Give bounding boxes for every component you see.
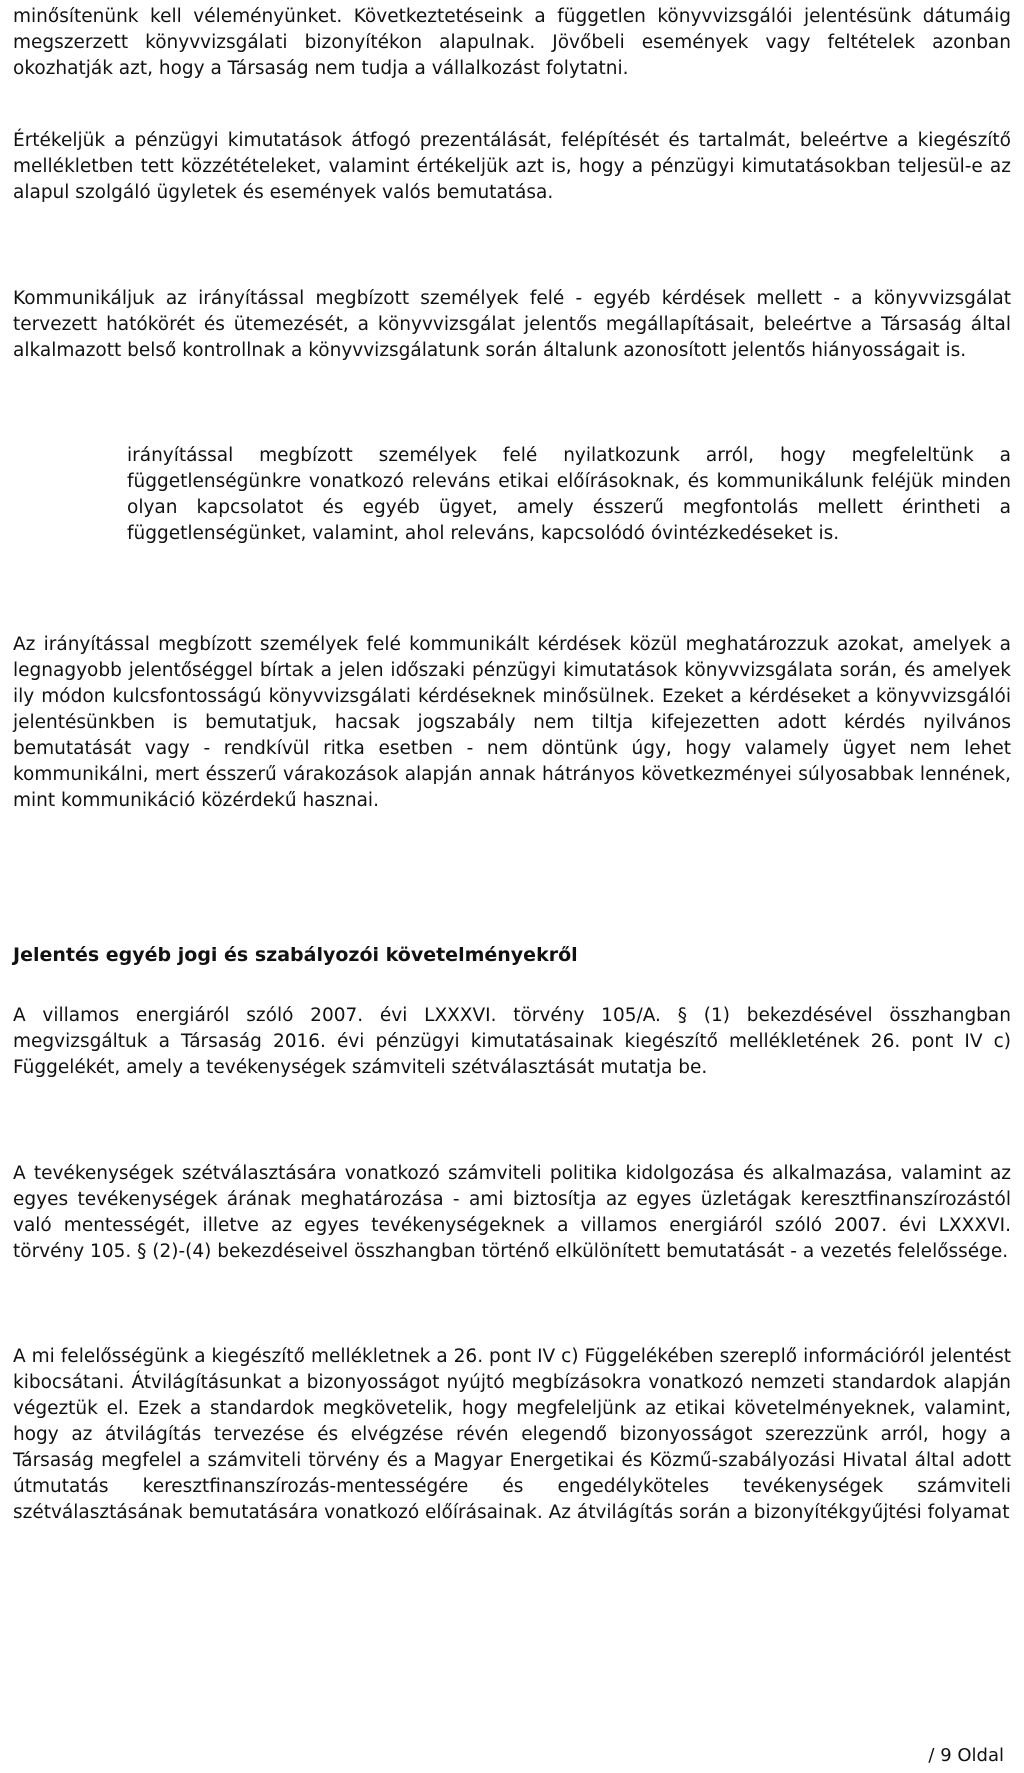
- paragraph-going-concern: minősítenünk kell véleményünket. Következtetéseink a független könyvvizsgálói jelentésünk dátumáig megszerzett könyvvizsgálati bizonyítékon alapulnak. Jövőbeli események vagy feltételek azonban okozhatják azt, hogy a Társaság nem tudja a vállalkozást folytatni.: [13, 6, 1011, 79]
- paragraph-auditor-responsibility: A mi felelősségünk a kiegészítő mellékletnek a 26. pont IV c) Függelékében szereplő információról jelentést kibocsátani. Átvilágításunkat a bizonyosságot nyújtó megbízásokra vonatkozó nemzeti standardok alapján végeztük el. Ezek a standardok megkövetelik, hogy megfeleljünk az etikai követelményeknek, valamint, hogy az átvilágítás tervezése és elvégzése révén elegendő bizonyosságot szerezzünk arról, hogy a Társaság megfelel a számviteli törvény és a Magyar Energetikai és Közmű-szabályozási Hivatal által adott útmutatás keresztfinanszírozás-mentességére és engedélyköteles tevékenységek számviteli szétválasztásának bemutatására vonatkozó előírásainak. Az átvilágítás során a bizonyítékgyűjtési folyamat: [13, 1346, 1011, 1523]
- section-heading: Jelentés egyéb jogi és szabályozói követelményekről: [13, 944, 578, 966]
- paragraph-presentation-evaluation: Értékeljük a pénzügyi kimutatások átfogó prezentálását, felépítését és tartalmát, beleértve a kiegészítő mellékletben tett közzétételeket, valamint értékeljük azt is, hogy a pénzügyi kimutatásokban teljesül-e az alapul szolgáló ügyletek és események valós bemutatása.: [13, 130, 1011, 203]
- paragraph-electricity-act-review: A villamos energiáról szóló 2007. évi LXXXVI. törvény 105/A. § (1) bekezdésével összhangban megvizsgáltuk a Társaság 2016. évi pénzügyi kimutatásainak kiegészítő mellékletének 26. pont IV c) Függelékét, amely a tevékenységek számviteli szétválasztását mutatja be.: [13, 1005, 1011, 1078]
- page-number: / 9 Oldal: [928, 1745, 1004, 1766]
- paragraph-communication-scope: Kommunikáljuk az irányítással megbízott személyek felé - egyéb kérdések mellett - a könyvvizsgálat tervezett hatókörét és ütemezését, a könyvvizsgálat jelentős megállapításait, beleértve a Társaság által alkalmazott belső kontrollnak a könyvvizsgálatunk során általunk azonosított jelentős hiányosságait is.: [13, 288, 1011, 361]
- paragraph-management-responsibility: A tevékenységek szétválasztására vonatkozó számviteli politika kidolgozása és alkalmazása, valamint az egyes tevékenységek árának meghatározása - ami biztosítja az egyes üzletágak keresztfinanszírozástól való mentességét, illetve az egyes tevékenységeknek a villamos energiáról szóló 2007. évi LXXXVI. törvény 105. § (2)-(4) bekezdéseivel összhangban történő elkülönített bemutatását - a vezetés felelőssége.: [13, 1163, 1011, 1262]
- paragraph-independence-statement: irányítással megbízott személyek felé nyilatkozunk arról, hogy megfeleltünk a függetlenségünkre vonatkozó releváns etikai előírásoknak, és kommunikálunk feléjük minden olyan kapcsolatot és egyéb ügyet, amely ésszerű megfontolás mellett érintheti a függetlenségünket, valamint, ahol releváns, kapcsolódó óvintézkedéseket is.: [127, 445, 1011, 544]
- paragraph-key-audit-matters: Az irányítással megbízott személyek felé kommunikált kérdések közül meghatározzuk azokat, amelyek a legnagyobb jelentőséggel bírtak a jelen időszaki pénzügyi kimutatások könyvvizsgálata során, és amelyek ily módon kulcsfontosságú könyvvizsgálati kérdéseknek minősülnek. Ezeket a kérdéseket a könyvvizsgálói jelentésünkben is bemutatjuk, hacsak jogszabály nem tiltja kifejezetten adott kérdés nyilvános bemutatását vagy - rendkívül ritka esetben - nem döntünk úgy, hogy valamely ügyet nem lehet kommunikálni, mert ésszerű várakozások alapján annak hátrányos következményei súlyosabbak lennének, mint kommunikáció közérdekű hasznai.: [13, 634, 1011, 811]
